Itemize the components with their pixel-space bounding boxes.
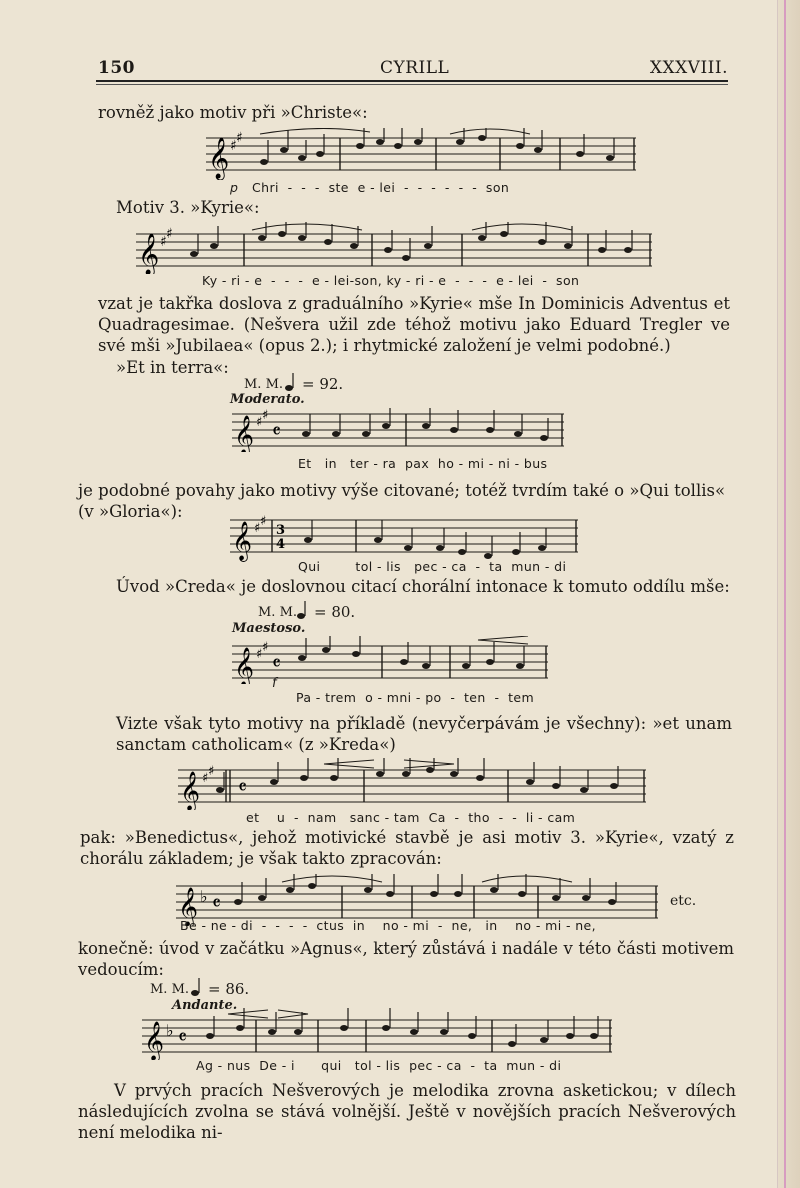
- svg-text:𝄞: 𝄞: [234, 415, 255, 452]
- svg-text:♯: ♯: [254, 521, 261, 536]
- page-edge: [777, 0, 800, 1188]
- paragraph-credo: Úvod »Creda« je doslovnou citací chorální intonace k tomuto oddílu mše:: [116, 577, 730, 596]
- paragraph-gradual: vzat je takřka doslova z graduálního »Kyrie« mše In Dominicis Adventus et Quadragesimae. (Nešvera užil zde téhož motivu jako Eduard Tregler ve své mši »Jubilaea« (opus 2.); i rhytmické založení je velmi podobné.): [98, 294, 730, 355]
- svg-text:𝄴: 𝄴: [272, 419, 281, 443]
- paragraph-agnus: konečně: úvod v začátku »Agnus«, který zůstává i nadále v této části motivem vedoucím:: [78, 939, 734, 979]
- paragraph-motiv-3: Motiv 3. »Kyrie«:: [116, 198, 260, 217]
- svg-text:4: 4: [276, 537, 286, 552]
- paragraph-benedictus: pak: »Benedictus«, jehož motivické stavbě je asi motiv 3. »Kyrie«, vzatý z chorálu základem; je však takto zpracován:: [80, 828, 734, 868]
- lyrics-kyrie: Ky - ri - e - - - e - lei-son, ky - ri - e - - - e - lei - son: [202, 273, 580, 288]
- quarter-note-icon: [190, 977, 204, 997]
- svg-text:𝄞: 𝄞: [138, 234, 160, 274]
- music-staff: [226, 512, 582, 562]
- tempo-marking: Moderato.: [230, 392, 305, 407]
- paragraph-unam-sanctam: Vizte však tyto motivy na příkladě (nevyčerpávám je všechny): »et unam sanctam catholicam« (z »Kreda«): [116, 714, 732, 754]
- metronome-label: M. M.: [244, 377, 284, 392]
- header-rule-thin: [96, 84, 728, 85]
- dynamic-marking: f: [272, 676, 277, 691]
- svg-text:♭: ♭: [166, 1021, 174, 1040]
- svg-text:𝄞: 𝄞: [178, 887, 199, 926]
- svg-text:𝄴: 𝄴: [212, 891, 221, 915]
- svg-text:3: 3: [276, 523, 286, 538]
- running-header: [98, 58, 728, 80]
- music-staff: [132, 222, 656, 274]
- dynamic-marking: p: [230, 180, 239, 195]
- svg-text:♯: ♯: [256, 647, 263, 662]
- svg-text:𝄞: 𝄞: [208, 138, 230, 179]
- svg-text:♯: ♯: [262, 408, 269, 423]
- metronome-label: M. M.: [258, 605, 298, 620]
- page-margin-line: [784, 0, 786, 1188]
- music-staff: [200, 128, 640, 180]
- svg-text:♯: ♯: [256, 415, 263, 430]
- svg-text:𝄞: 𝄞: [234, 647, 255, 684]
- paragraph-qui-tollis: je podobné povahy jako motivy výše citované; totéž tvrdím také o »Qui tollis« (v »Gloria«):: [78, 481, 726, 521]
- quarter-note-icon: [296, 600, 310, 620]
- etc-marking: etc.: [670, 893, 697, 909]
- tempo-marking: Maestoso.: [232, 621, 306, 636]
- running-title: CYRILL: [380, 58, 450, 78]
- svg-text:♯: ♯: [236, 130, 243, 146]
- svg-text:𝄴: 𝄴: [272, 651, 281, 675]
- svg-text:𝄞: 𝄞: [144, 1021, 165, 1060]
- svg-text:♯: ♯: [262, 640, 269, 655]
- header-rule: [96, 80, 728, 82]
- svg-text:♯: ♯: [160, 234, 167, 250]
- svg-text:𝄞: 𝄞: [232, 521, 253, 561]
- paragraph-et-in-terra: »Et in terra«:: [116, 358, 229, 377]
- tempo-marking: Andante.: [172, 998, 238, 1013]
- lyrics-qui-tollis: Qui tol - lis pec - ca - ta mun - di: [298, 559, 567, 574]
- svg-text:♯: ♯: [208, 764, 215, 779]
- lyrics-agnus: Ag - nus De - i qui tol - lis pec - ca - ta mun - di: [196, 1058, 562, 1073]
- chapter-number: XXXVIII.: [649, 58, 728, 78]
- lyrics-et-in-terra: Et in ter - ra pax ho - mi - ni - bus: [298, 456, 548, 471]
- metronome-label: M. M.: [150, 982, 190, 997]
- music-staff: [174, 758, 650, 810]
- music-staff: [138, 1008, 616, 1060]
- quarter-note-icon: [284, 372, 298, 392]
- lyrics-christe: Chri - - - ste e - lei - - - - - - son: [252, 180, 510, 195]
- lyrics-unam-sanctam: et u - nam sanc - tam Ca - tho - - li - cam: [246, 810, 576, 825]
- paragraph-christe: rovněž jako motiv při »Christe«:: [98, 103, 368, 122]
- metronome-value: = 86.: [208, 980, 250, 998]
- metronome-value: = 80.: [314, 603, 356, 621]
- paragraph-melodika: V prvých pracích Nešverových je melodika zrovna asketickou; v dílech následujících zvolna se stává volnější. Ještě v novějších pracích Nešverových není melodika ni-: [78, 1081, 736, 1142]
- svg-text:♯: ♯: [166, 226, 173, 242]
- lyrics-benedictus: Be - ne - di - - - - ctus in no - mi - ne, in no - mi - ne,: [180, 918, 597, 933]
- svg-text:𝄴: 𝄴: [178, 1025, 187, 1049]
- page-number: 150: [98, 58, 135, 78]
- metronome-value: = 92.: [302, 375, 344, 393]
- music-staff: [228, 408, 568, 452]
- svg-text:♯: ♯: [202, 771, 209, 786]
- svg-text:♯: ♯: [260, 514, 267, 529]
- svg-text:♭: ♭: [200, 887, 208, 906]
- lyrics-patrem: Pa - trem o - mni - po - ten - tem: [296, 690, 535, 705]
- svg-text:𝄞: 𝄞: [180, 771, 201, 810]
- svg-text:♯: ♯: [230, 138, 237, 154]
- svg-text:𝄴: 𝄴: [238, 775, 247, 799]
